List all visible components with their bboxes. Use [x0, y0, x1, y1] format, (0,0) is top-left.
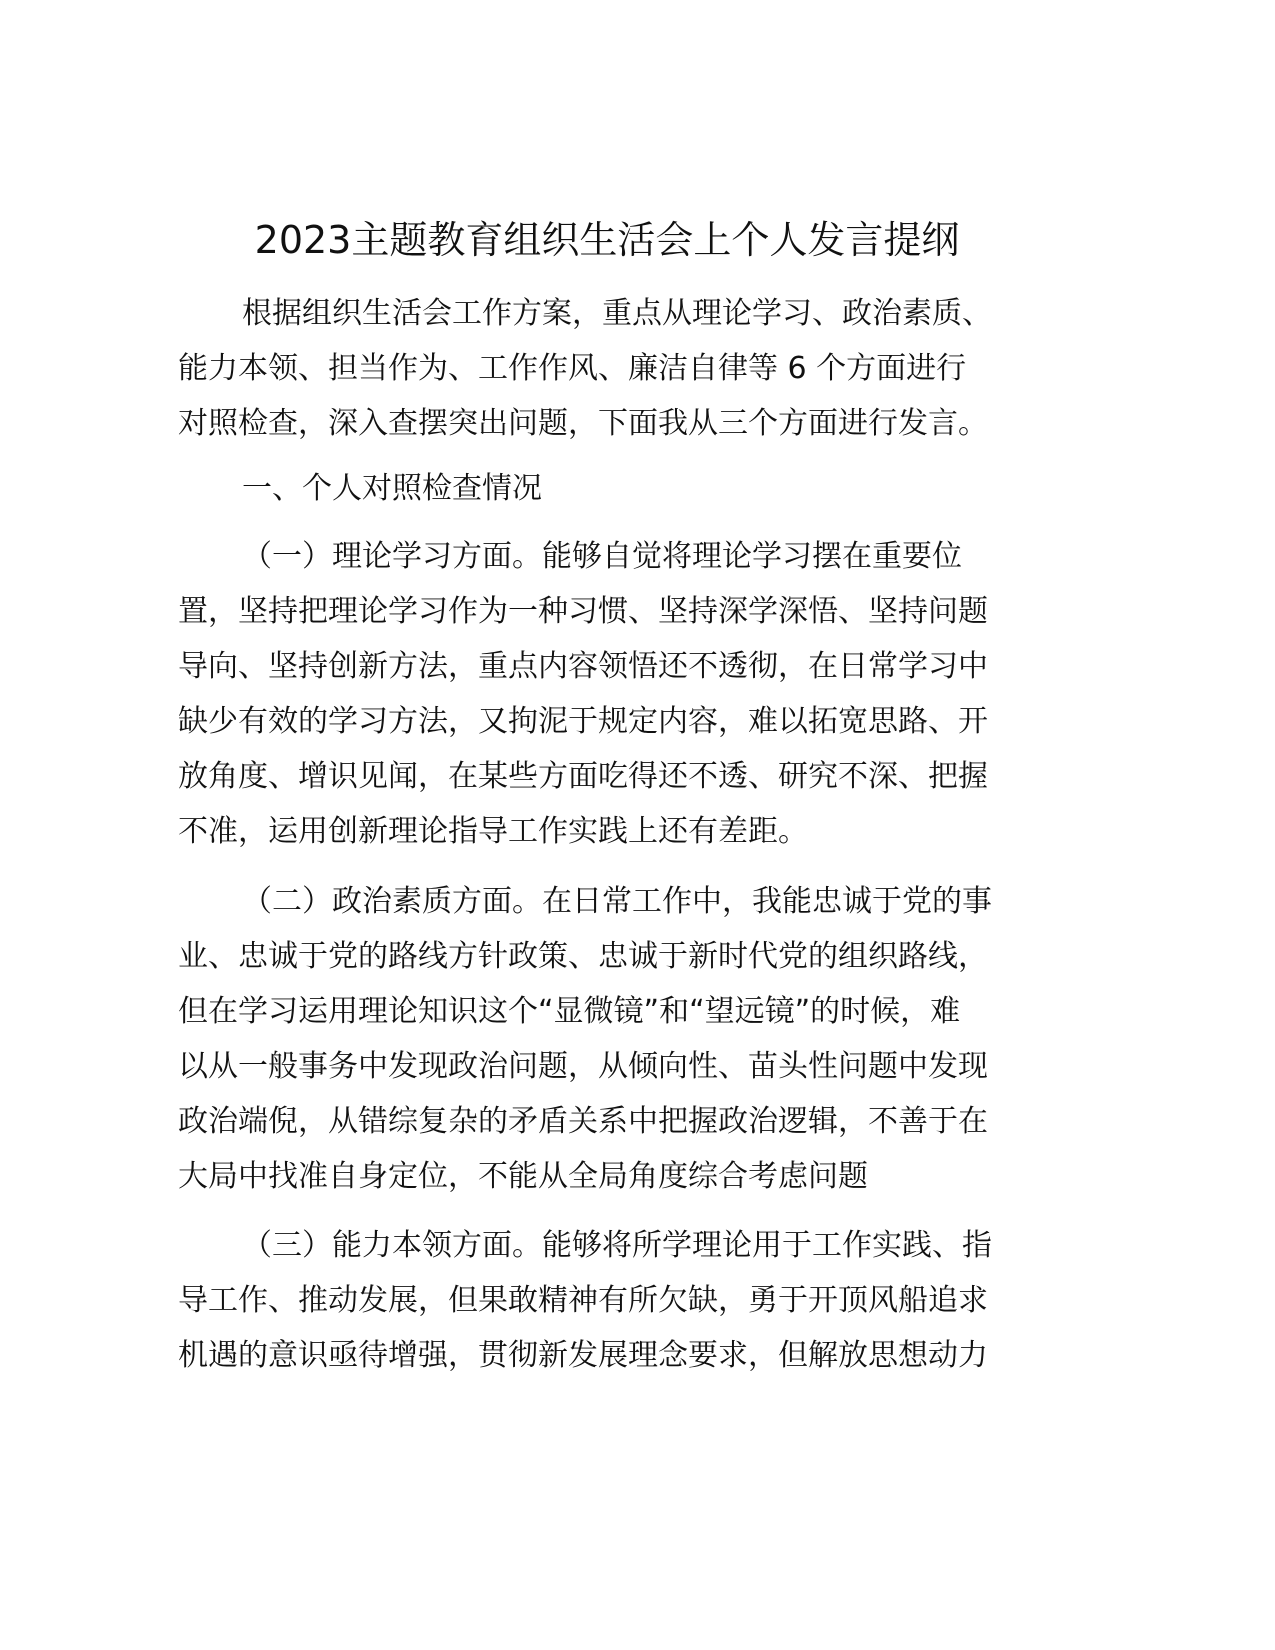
heading-line: 一、个人对照检查情况 [242, 471, 542, 506]
text-line: 放角度、增识见闻，在某些方面吃得还不透、研究不深、把握 [178, 759, 988, 794]
document-title: 2023主题教育组织生活会上个人发言提纲 [254, 218, 960, 262]
text-line: 置，坚持把理论学习作为一种习惯、坚持深学深悟、坚持问题 [178, 594, 988, 629]
text-line: （二）政治素质方面。在日常工作中，我能忠诚于党的事 [242, 884, 992, 919]
paragraph-theory-study [178, 529, 1038, 859]
text-line: 大局中找准自身定位，不能从全局角度综合考虑问题 [178, 1159, 868, 1194]
text-line: 缺少有效的学习方法，又拘泥于规定内容，难以拓宽思路、开 [178, 704, 988, 739]
text-line: 对照检查，深入查摆突出问题，下面我从三个方面进行发言。 [178, 406, 988, 441]
text-line: 但在学习运用理论知识这个“显微镜”和“望远镜”的时候，难 [178, 994, 961, 1029]
text-line: 不准，运用创新理论指导工作实践上还有差距。 [178, 814, 808, 849]
text-line: （三）能力本领方面。能够将所学理论用于工作实践、指 [242, 1228, 992, 1263]
text-line: 能力本领、担当作为、工作作风、廉洁自律等 6 个方面进行 [178, 351, 967, 386]
text-line: 导工作、推动发展，但果敢精神有所欠缺，勇于开顶风船追求 [178, 1283, 988, 1318]
paragraph-intro [178, 286, 1038, 451]
text-line: 机遇的意识亟待增强，贯彻新发展理念要求，但解放思想动力 [178, 1338, 988, 1373]
paragraph-ability [178, 1218, 1038, 1383]
text-line: 根据组织生活会工作方案，重点从理论学习、政治素质、 [242, 296, 992, 331]
text-line: 业、忠诚于党的路线方针政策、忠诚于新时代党的组织路线， [178, 939, 988, 974]
text-line: 以从一般事务中发现政治问题，从倾向性、苗头性问题中发现 [178, 1049, 988, 1084]
paragraph-political-quality [178, 874, 1038, 1204]
text-line: 导向、坚持创新方法，重点内容领悟还不透彻，在日常学习中 [178, 649, 988, 684]
text-line: （一）理论学习方面。能够自觉将理论学习摆在重要位 [242, 539, 962, 574]
text-line: 政治端倪，从错综复杂的矛盾关系中把握政治逻辑，不善于在 [178, 1104, 988, 1139]
section-heading [178, 461, 1038, 516]
